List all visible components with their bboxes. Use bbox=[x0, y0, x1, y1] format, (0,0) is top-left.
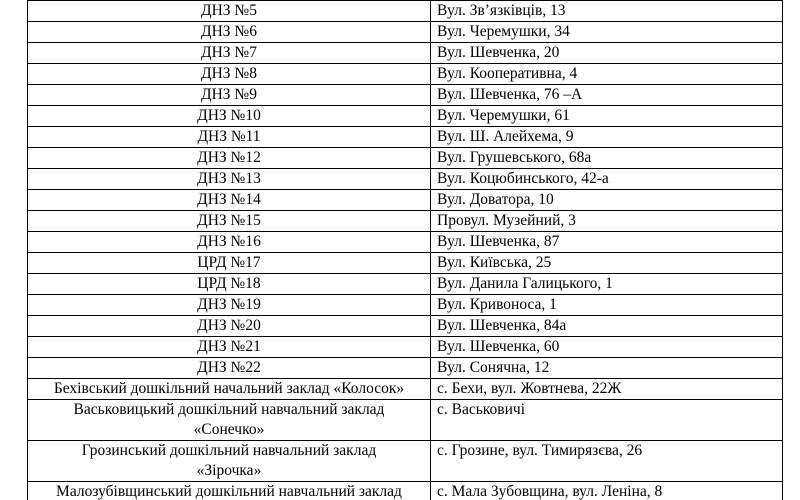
institution-address: Вул. Черемушки, 61 bbox=[431, 106, 783, 127]
institution-address: Вул. Ш. Алейхема, 9 bbox=[431, 127, 783, 148]
institution-name: ДНЗ №5 bbox=[28, 1, 431, 22]
institution-address: с. Мала Зубовщина, вул. Леніна, 8 bbox=[431, 482, 783, 500]
institution-address: Вул. Доватора, 10 bbox=[431, 190, 783, 211]
institution-name-line: Малозубівщинський дошкільний навчальний заклад bbox=[56, 483, 402, 500]
institution-address: Вул. Коцюбинського, 42-а bbox=[431, 169, 783, 190]
institution-name: ДНЗ №6 bbox=[28, 22, 431, 43]
institution-name-line: Грозинський дошкільний навчальний заклад bbox=[81, 442, 377, 459]
institution-name bbox=[28, 441, 431, 482]
institution-name: ДНЗ №7 bbox=[28, 43, 431, 64]
table-row bbox=[28, 337, 783, 358]
institution-name: ДНЗ №8 bbox=[28, 64, 431, 85]
institution-name: ЦРД №18 bbox=[28, 274, 431, 295]
kindergarten-address-table bbox=[27, 0, 783, 500]
institution-address: Вул. Шевченка, 87 bbox=[431, 232, 783, 253]
institution-address: Вул. Данила Галицького, 1 bbox=[431, 274, 783, 295]
institution-address: Вул. Грушевського, 68а bbox=[431, 148, 783, 169]
institution-name: ДНЗ №16 bbox=[28, 232, 431, 253]
institution-name: ДНЗ №19 bbox=[28, 295, 431, 316]
institution-address: Вул. Київська, 25 bbox=[431, 253, 783, 274]
table-row bbox=[28, 358, 783, 379]
table-row bbox=[28, 316, 783, 337]
table-row bbox=[28, 482, 783, 500]
institution-address: Вул. Шевченка, 60 bbox=[431, 337, 783, 358]
table-row bbox=[28, 106, 783, 127]
table-row bbox=[28, 441, 783, 482]
institution-name: ЦРД №17 bbox=[28, 253, 431, 274]
table-row bbox=[28, 253, 783, 274]
institution-address: Вул. Шевченка, 84а bbox=[431, 316, 783, 337]
institution-name: ДНЗ №14 bbox=[28, 190, 431, 211]
table-row bbox=[28, 1, 783, 22]
institution-address: Вул. Шевченка, 20 bbox=[431, 43, 783, 64]
table-row bbox=[28, 43, 783, 64]
institution-address: Вул. Зв’язківців, 13 bbox=[431, 1, 783, 22]
table-row bbox=[28, 169, 783, 190]
table-row bbox=[28, 274, 783, 295]
table-row bbox=[28, 190, 783, 211]
table-row bbox=[28, 85, 783, 106]
institution-name: ДНЗ №9 bbox=[28, 85, 431, 106]
institution-name: ДНЗ №10 bbox=[28, 106, 431, 127]
institution-name: ДНЗ №21 bbox=[28, 337, 431, 358]
institution-name: ДНЗ №12 bbox=[28, 148, 431, 169]
institution-name: ДНЗ №15 bbox=[28, 211, 431, 232]
institution-name: ДНЗ №20 bbox=[28, 316, 431, 337]
institution-name: ДНЗ №13 bbox=[28, 169, 431, 190]
table-row bbox=[28, 148, 783, 169]
institution-name-line: «Зірочка» bbox=[196, 462, 262, 479]
table-row bbox=[28, 295, 783, 316]
institution-address: с. Грозине, вул. Тимирязєва, 26 bbox=[431, 441, 783, 482]
institution-name: ДНЗ №22 bbox=[28, 358, 431, 379]
institution-name bbox=[28, 400, 431, 441]
table-row bbox=[28, 211, 783, 232]
institution-name: ДНЗ №11 bbox=[28, 127, 431, 148]
institution-name: Бехівський дошкільний начальний заклад «Колосок» bbox=[28, 379, 431, 400]
table-row bbox=[28, 400, 783, 441]
institution-address: с. Бехи, вул. Жовтнева, 22Ж bbox=[431, 379, 783, 400]
institution-name-line: «Сонечко» bbox=[193, 421, 265, 438]
table-row bbox=[28, 22, 783, 43]
institution-address: Вул. Шевченка, 76 –А bbox=[431, 85, 783, 106]
institution-name bbox=[28, 482, 431, 500]
table-row bbox=[28, 379, 783, 400]
institution-name-line: Васьковицький дошкільний навчальний заклад bbox=[73, 401, 385, 418]
table-row bbox=[28, 64, 783, 85]
table-row bbox=[28, 232, 783, 253]
institution-address: Вул. Сонячна, 12 bbox=[431, 358, 783, 379]
table-row bbox=[28, 127, 783, 148]
institution-address: с. Васьковичі bbox=[431, 400, 783, 441]
institution-address: Провул. Музейний, 3 bbox=[431, 211, 783, 232]
institution-address: Вул. Кривоноса, 1 bbox=[431, 295, 783, 316]
institution-address: Вул. Черемушки, 34 bbox=[431, 22, 783, 43]
institution-address: Вул. Кооперативна, 4 bbox=[431, 64, 783, 85]
